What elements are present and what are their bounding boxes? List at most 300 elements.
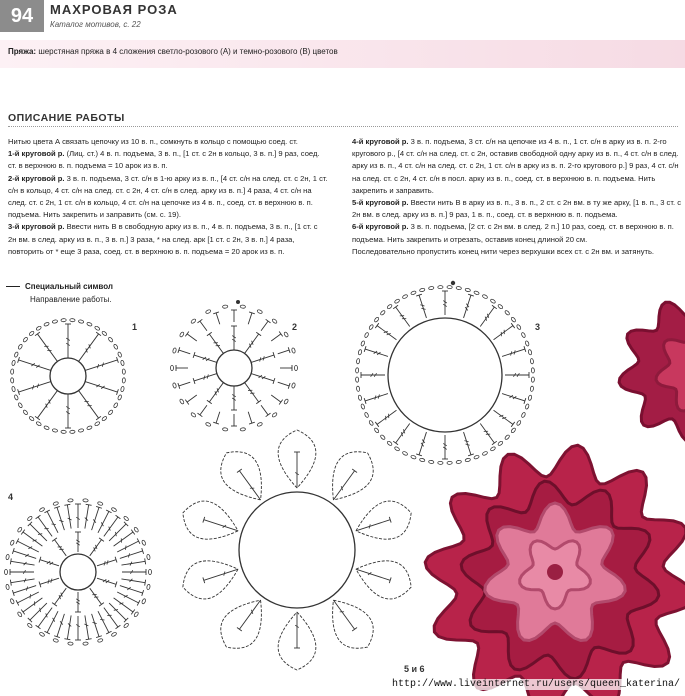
stitch-top: [197, 413, 202, 417]
chain-stitch: [53, 638, 59, 642]
stitch-post: [396, 424, 410, 443]
stitch-top: [207, 400, 212, 404]
stitch-bar: [378, 394, 379, 398]
round-1-text: (Лиц. ст.) 4 в. п. подъема, 3 в. п., [1 ст. с 2н в кольцо, 3 в. п.] 9 раз, соед. ст. в верхнюю в. п. подъема = 10 арок из в. п.: [8, 149, 320, 171]
stitch-bar: [48, 579, 49, 583]
chain-stitch: [190, 318, 196, 324]
stitch-post: [333, 471, 354, 500]
chain-stitch: [68, 642, 73, 646]
section-divider: [8, 126, 678, 127]
stitch-post: [54, 588, 66, 604]
chain-stitch: [44, 322, 50, 327]
chain-stitch: [521, 332, 526, 338]
stitch-top: [96, 416, 101, 420]
chain-stitch: [27, 623, 33, 629]
stitch-top: [185, 331, 189, 336]
chain-stitch: [374, 317, 380, 323]
chain-stitch: [428, 460, 434, 464]
stitch-bar: [375, 396, 376, 400]
stitch-bar: [52, 524, 56, 525]
intro-text: Нитью цвета А связать цепочку из 10 в. п., сомкнуть в кольцо с помощью соед. ст.: [8, 137, 298, 146]
stitch-post: [245, 334, 259, 353]
stitch-post: [57, 507, 64, 530]
chain-stitch: [355, 368, 358, 373]
chain-stitch: [113, 402, 118, 408]
stitch-bar: [126, 546, 127, 550]
stitch-post: [377, 326, 396, 340]
stitch-post: [365, 394, 388, 401]
chain-stitch: [108, 409, 114, 415]
chain-stitch: [111, 632, 117, 637]
chain-stitch: [123, 516, 129, 522]
chain-stitch: [257, 422, 263, 427]
stitch-post: [239, 471, 260, 500]
chain-stitch: [94, 326, 100, 331]
chain-stitch: [530, 386, 534, 392]
stitch-post: [54, 540, 66, 556]
page-header: [0, 0, 685, 34]
chain-stitch: [14, 352, 19, 358]
chain-stitch: [387, 441, 393, 447]
stitch-post: [85, 360, 117, 371]
chain-stitch: [369, 420, 374, 426]
chain-stitch: [525, 340, 530, 346]
stitch-post: [13, 551, 36, 558]
round-4: [352, 136, 682, 197]
stitch-top: [352, 628, 357, 632]
chain-stitch: [179, 399, 184, 405]
stitch-top: [99, 538, 104, 542]
stitch-post: [67, 505, 71, 529]
chain-stitch: [361, 340, 366, 346]
stitch-post: [187, 395, 197, 402]
stitch-post: [248, 412, 252, 423]
chain-stitch: [482, 451, 488, 456]
stitch-post: [251, 374, 274, 381]
stitch-post: [494, 410, 513, 424]
figure-label-5-6: 5 и 6: [404, 664, 425, 674]
chain-stitch: [29, 331, 35, 337]
chain-stitch: [447, 461, 452, 464]
chain-stitch: [525, 404, 530, 410]
stitch-post: [98, 611, 109, 632]
stitch-top: [375, 323, 379, 328]
chain-stitch: [97, 501, 103, 505]
chain-stitch: [402, 451, 408, 456]
chain-stitch: [205, 422, 211, 427]
stitch-post: [121, 579, 145, 583]
stitch-post: [261, 321, 268, 331]
chain-stitch: [44, 425, 50, 430]
chain-stitch: [27, 516, 33, 522]
chain-stitch: [355, 377, 358, 382]
round-6: [352, 221, 682, 245]
stitch-bar: [51, 579, 52, 583]
round-1-label: 1-й круговой р.: [8, 149, 65, 159]
chain-stitch: [39, 632, 45, 637]
page-subtitle: Каталог мотивов, с. 22: [50, 20, 141, 29]
stitch-post: [187, 334, 197, 341]
stitch-top: [266, 319, 271, 323]
stitch-post: [251, 355, 274, 362]
stitch-top: [10, 580, 11, 586]
chain-stitch: [179, 331, 184, 337]
stitch-post: [114, 532, 133, 546]
chain-stitch: [428, 286, 434, 290]
chain-stitch: [380, 434, 386, 440]
stitch-post: [40, 560, 59, 566]
stitch-post: [90, 540, 102, 556]
stitch-top: [36, 515, 41, 519]
stitch-bar: [33, 385, 34, 389]
stitch-bar: [37, 384, 38, 388]
chain-stitch: [240, 428, 246, 432]
stitch-post: [109, 524, 126, 541]
stitch-top: [116, 625, 121, 629]
chain-stitch: [10, 378, 13, 383]
stitch-post: [17, 592, 38, 603]
stitch-post: [365, 349, 388, 356]
petal-outline: [183, 561, 238, 599]
chain-stitch: [438, 461, 443, 464]
round-2-label: 2-й круговой р.: [8, 173, 65, 183]
chain-stitch: [146, 584, 150, 590]
diagram-round-3: [355, 281, 534, 465]
stitch-bar: [38, 534, 42, 535]
chain-stitch: [356, 386, 360, 392]
stitch-top: [52, 603, 57, 607]
stitch-bar: [420, 305, 424, 306]
chain-stitch: [272, 318, 278, 324]
stitch-post: [480, 424, 494, 443]
stitch-top: [511, 323, 515, 328]
chain-stitch: [6, 554, 10, 560]
figure-label-1: 1: [132, 322, 138, 332]
stitch-top: [145, 558, 146, 564]
chain-stitch: [364, 332, 369, 338]
end-dot: [451, 281, 455, 285]
stitch-post: [17, 541, 38, 552]
chain-stitch: [83, 499, 88, 503]
stitch-top: [197, 319, 202, 323]
chain-stitch: [78, 319, 84, 323]
chain-stitch: [5, 569, 8, 574]
stitch-bar: [59, 520, 63, 521]
stitch-post: [104, 608, 118, 627]
chain-stitch: [11, 386, 15, 392]
stitch-bar: [104, 561, 105, 565]
stitch-post: [464, 295, 471, 318]
stitch-bar: [514, 350, 515, 354]
chain-stitch: [369, 324, 374, 330]
chain-stitch: [530, 358, 534, 364]
stitch-post: [120, 586, 143, 593]
chain-stitch: [358, 349, 362, 355]
chain-stitch: [86, 322, 92, 327]
stitch-post: [239, 600, 260, 629]
stitch-top: [375, 422, 379, 427]
chain-stitch: [61, 318, 66, 321]
stitch-bar: [260, 357, 261, 361]
stitch-post: [209, 334, 223, 353]
chain-stitch: [222, 428, 228, 432]
chain-stitch: [465, 288, 471, 292]
chain-stitch: [101, 416, 107, 422]
chain-stitch: [83, 642, 88, 646]
stitch-top: [96, 332, 101, 336]
stitch-bar: [224, 572, 225, 576]
stitch-post: [117, 592, 138, 603]
stitch-post: [204, 520, 238, 531]
stitch-post: [97, 578, 116, 584]
round-5-text: Ввести нить В в арку из в. п., 3 в. п., 2 ст. с 2н вм. в ту же арку, [1 в. п., 3 ст. с 2н вм. в след. арку из в. п.] 9 раз, 1 в. п., соед. ст. в верхнюю в. п. подъема.: [352, 198, 681, 220]
chain-stitch: [291, 348, 295, 354]
chain-stitch: [61, 430, 66, 433]
foundation-ring: [50, 358, 86, 394]
stitch-post: [92, 507, 99, 530]
chain-stitch: [120, 360, 124, 366]
chain-stitch: [356, 358, 360, 364]
stitch-bar: [511, 351, 512, 355]
stitch-post: [194, 355, 217, 362]
stitch-bar: [263, 356, 264, 360]
round-3-label: 3-й круговой р.: [8, 222, 65, 232]
stitch-post: [216, 313, 220, 324]
stitch-post: [261, 405, 268, 415]
chain-stitch: [291, 383, 295, 389]
figure-label-4: 4: [8, 492, 14, 502]
stitch-top: [256, 400, 261, 404]
yarn-label: Пряжа:: [8, 47, 37, 56]
stitch-post: [209, 383, 223, 402]
chain-stitch: [490, 446, 496, 451]
chain-stitch: [17, 527, 22, 533]
chain-stitch: [113, 344, 118, 350]
chain-stitch: [490, 299, 496, 304]
stitch-post: [117, 541, 138, 552]
stitch-top: [492, 305, 497, 309]
stitch-top: [86, 639, 92, 640]
stitch-post: [356, 569, 390, 580]
stitch-post: [200, 321, 207, 331]
chain-stitch: [117, 352, 122, 358]
stitch-top: [64, 639, 70, 640]
stitch-post: [98, 511, 109, 532]
chain-stitch: [70, 430, 75, 433]
chain-stitch: [240, 305, 246, 309]
chain-stitch: [120, 386, 124, 392]
chain-stitch: [447, 285, 452, 288]
chain-stitch: [18, 344, 23, 350]
stitch-bar: [114, 609, 118, 610]
stitch-bar: [26, 586, 27, 590]
stitch-post: [23, 598, 42, 612]
figure-label-3: 3: [535, 322, 541, 332]
round-base: [388, 318, 502, 432]
stitch-post: [19, 382, 51, 393]
stitch-top: [21, 610, 25, 615]
stitch-post: [248, 313, 252, 324]
stitch-top: [52, 538, 57, 542]
chain-stitch: [272, 412, 278, 418]
stitch-top: [256, 332, 261, 336]
figure-label-2: 2: [292, 322, 298, 332]
chain-stitch: [380, 310, 386, 316]
stitch-top: [393, 305, 398, 309]
stitch-post: [271, 334, 281, 341]
chain-stitch: [171, 365, 174, 370]
round-4-label: 4-й круговой р.: [352, 137, 409, 146]
stitch-post: [97, 560, 116, 566]
stitch-top: [64, 504, 70, 505]
stitch-post: [57, 614, 64, 637]
stitch-top: [35, 416, 40, 420]
stitch-top: [393, 441, 398, 445]
chain-stitch: [53, 501, 59, 505]
yarn-description: шерстяная пряжа в 4 сложения светло-розового (А) и темно-розового (В) цветов: [36, 47, 338, 56]
page-number: 94: [0, 0, 44, 32]
stitch-bar: [369, 524, 370, 528]
chain-stitch: [6, 584, 10, 590]
chain-stitch: [257, 309, 263, 314]
chain-stitch: [52, 319, 58, 323]
stitch-post: [47, 611, 58, 632]
stitch-top: [511, 422, 515, 427]
stitch-post: [92, 614, 99, 637]
chain-stitch: [10, 598, 15, 604]
chain-stitch: [456, 286, 462, 290]
chain-stitch: [134, 611, 139, 617]
stitch-post: [38, 517, 52, 536]
stitch-bar: [128, 553, 129, 557]
stitch-top: [266, 413, 271, 417]
foundation-ring: [216, 350, 252, 386]
chain-stitch: [361, 404, 366, 410]
instructions-right-column: [352, 136, 682, 258]
chain-stitch: [10, 540, 15, 546]
stitch-post: [79, 391, 99, 419]
chain-stitch: [465, 458, 471, 462]
stitch-top: [207, 332, 212, 336]
stitch-post: [419, 432, 426, 455]
chain-stitch: [23, 337, 29, 343]
stitch-bar: [421, 308, 425, 309]
chain-stitch: [358, 395, 362, 401]
chain-stitch: [108, 337, 114, 343]
chain-stitch: [36, 421, 42, 426]
chain-stitch: [111, 507, 117, 512]
crochet-diagrams: [0, 280, 685, 696]
chain-stitch: [146, 554, 150, 560]
chain-stitch: [122, 369, 125, 374]
stitch-post: [47, 511, 58, 532]
chain-stitch: [149, 569, 152, 574]
chain-stitch: [52, 428, 58, 432]
stitch-post: [333, 600, 354, 629]
stitch-top: [99, 603, 104, 607]
stitch-top: [131, 530, 135, 535]
stitch-top: [185, 400, 189, 405]
instructions-left-column: [8, 136, 328, 258]
stitch-bar: [40, 608, 41, 612]
chain-stitch: [117, 394, 122, 400]
round-3: [8, 221, 328, 258]
stitch-post: [494, 326, 513, 340]
stitch-post: [194, 374, 217, 381]
chain-stitch: [39, 507, 45, 512]
stitch-post: [356, 520, 390, 531]
stitch-bar: [30, 594, 31, 598]
chain-stitch: [531, 368, 534, 373]
chain-stitch: [141, 540, 146, 546]
stitch-post: [37, 334, 57, 362]
chain-stitch: [402, 294, 408, 299]
petal-outline: [356, 561, 411, 599]
stitch-post: [464, 432, 471, 455]
chain-stitch: [29, 416, 35, 422]
stitch-bar: [102, 363, 103, 367]
round-4-text: 3 в. п. подъема, 3 ст. с/н на цепочке из 4 в. п., 1 ст. с/н в арку из в. п. 2-го кругового р., [4 ст. с/н на след. ст. с 2н, оставив свободной одну арку из в. п., 4 ст. с/н в след. арку из в. п., 4 ст. с/н на след. ст. с 2н, 1 ст. с/н в арку из в. п. 2-го кругового р.] 9 раз, 4 ст. с/н на след. ст. с 2н, 4 ст. с/н в посл. арку из в. п., соед. ст. в верхнюю в. п. подъема. Нить закрепить и заправить.: [352, 137, 679, 195]
stitch-post: [30, 524, 47, 541]
round-6-text: 3 в. п. подъема, [2 ст. с 2н вм. в след. 2 п.] 10 раз, соед. ст. в верхнюю в. п. подъема. Нить закрепить и отрезать, оставив конец длиной 20 см.: [352, 222, 674, 244]
chain-stitch: [511, 427, 517, 433]
chain-stitch: [10, 369, 13, 374]
stitch-top: [86, 504, 92, 505]
stitch-post: [179, 382, 190, 386]
stitch-post: [40, 578, 59, 584]
chain-stitch: [36, 326, 42, 331]
round-2-text: 3 в. п. подъема, 3 ст. с/н в 1-ю арку из в. п., [4 ст. с/н на след. ст. с 2н, 1 ст. с/н в кольцо, 4 ст. с/н на след. ст. с 2н, 4 ст. с/н в след. арку из в. п.] 4 раза, 4 ст. с/н на след. ст. с 2н, 1 ст. с/н в кольцо, 4 ст. с/н на цепочке из 4 в. п., соед. ст. в верхнюю в. п. подъема. Нить закрепить и заправить (см. с. 19).: [8, 173, 328, 220]
stitch-top: [21, 530, 25, 535]
chain-stitch: [516, 324, 521, 330]
chain-stitch: [172, 348, 176, 354]
round-2: [8, 173, 328, 222]
foundation-ring: [60, 554, 96, 590]
chain-stitch: [516, 420, 521, 426]
round-5: [352, 197, 682, 221]
stitch-post: [13, 586, 36, 593]
stitch-bar: [97, 364, 98, 368]
stitch-post: [11, 561, 35, 565]
stitch-bar: [100, 620, 104, 621]
round-1: [8, 148, 328, 172]
stitch-bar: [207, 374, 208, 378]
stitch-top: [145, 580, 146, 586]
source-watermark: http://www.liveinternet.ru/users/queen_katerina/: [392, 679, 681, 690]
chain-stitch: [283, 331, 288, 337]
stitch-post: [278, 382, 289, 386]
chain-stitch: [78, 428, 84, 432]
chain-stitch: [283, 399, 288, 405]
chain-stitch: [94, 421, 100, 426]
chain-stitch: [394, 299, 400, 304]
stitch-post: [85, 382, 117, 393]
chain-stitch: [205, 309, 211, 314]
chain-stitch: [18, 402, 23, 408]
stitch-post: [19, 360, 51, 371]
stitch-post: [216, 412, 220, 423]
stitch-top: [36, 625, 41, 629]
stitch-top: [10, 558, 11, 564]
stitch-bar: [92, 622, 96, 623]
stitch-post: [419, 295, 426, 318]
stitch-post: [502, 394, 525, 401]
page-title: МАХРОВАЯ РОЗА: [50, 2, 178, 17]
rose-center: [547, 564, 563, 580]
chain-stitch: [172, 383, 176, 389]
chain-stitch: [295, 365, 298, 370]
stitch-post: [67, 615, 71, 639]
